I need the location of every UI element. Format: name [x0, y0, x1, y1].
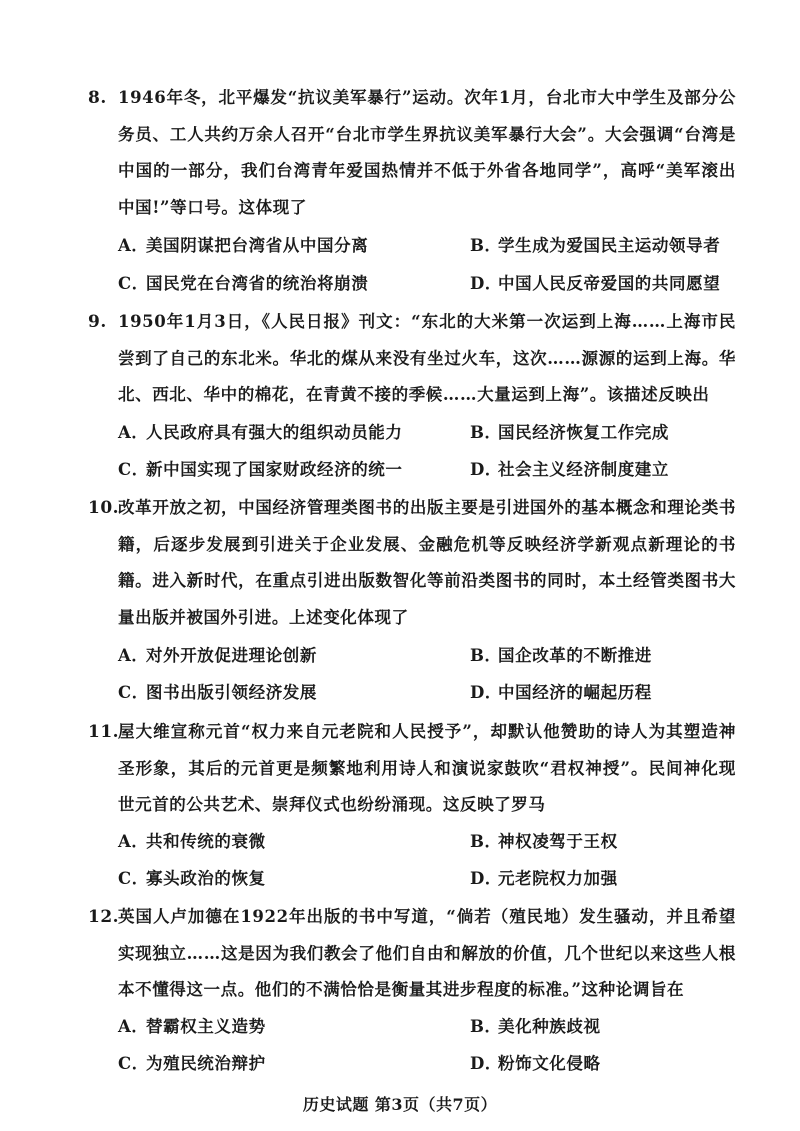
option-a: A．共和传统的衰微	[118, 832, 266, 851]
option-c: C．图书出版引领经济发展	[118, 683, 317, 702]
question-stem: 1950年1月3日，《人民日报》刊文：“东北的大米第一次运到上海……上海市民尝到了自己的东北米。华北的煤从来没有坐过火车，这次……源源的运到上海。华北、西北、华中的棉花，在青黄不接的季候……大量运到上海”。该描述反映出	[118, 312, 736, 404]
option-a: A．替霸权主义造势	[118, 1017, 266, 1036]
option-d: D．社会主义经济制度建立	[470, 460, 669, 479]
option-c: C．国民党在台湾省的统治将崩溃	[118, 274, 369, 293]
option-c: C．寡头政治的恢复	[118, 869, 266, 888]
page-footer: 历史试题 第3页（共7页）	[302, 1095, 498, 1114]
option-a: A．对外开放促进理论创新	[118, 646, 317, 665]
option-a: A．美国阴谋把台湾省从中国分离	[118, 236, 369, 255]
option-d: D．中国经济的崛起历程	[470, 683, 652, 702]
option-b: B．神权凌驾于王权	[470, 832, 618, 851]
option-b: B．美化种族歧视	[470, 1017, 601, 1036]
option-b: B．国民经济恢复工作完成	[470, 423, 669, 442]
option-b: B．学生成为爱国民主运动领导者	[470, 236, 721, 255]
question-number: 8.	[88, 88, 107, 108]
option-d: D．粉饰文化侵略	[470, 1054, 601, 1073]
option-d: D．元老院权力加强	[470, 869, 618, 888]
question-stem: 改革开放之初，中国经济管理类图书的出版主要是引进国外的基本概念和理论类书籍，后逐步发展到引进关于企业发展、金融危机等反映经济学新观点新理论的书籍。进入新时代，在重点引进出版数智化等前沿类图书的同时，本土经管类图书大量出版并被国外引进。上述变化体现了	[118, 498, 736, 627]
question-stem: 屋大维宣称元首“权力来自元老院和人民授予”，却默认他赞助的诗人为其塑造神圣形象，其后的元首更是频繁地利用诗人和演说家鼓吹“君权神授”。民间神化现世元首的公共艺术、崇拜仪式也纷纷涌现。这反映了罗马	[118, 722, 736, 814]
option-c: C．新中国实现了国家财政经济的统一	[118, 460, 403, 479]
option-c: C．为殖民统治辩护	[118, 1054, 266, 1073]
question-stem: 英国人卢加德在1922年出版的书中写道，“倘若（殖民地）发生骚动，并且希望实现独立……这是因为我们教会了他们自由和解放的价值，几个世纪以来这些人根本不懂得这一点。他们的不满恰恰是衡量其进步程度的标准。”这种论调旨在	[118, 907, 736, 999]
option-a: A．人民政府具有强大的组织动员能力	[118, 423, 403, 442]
question-number: 10.	[88, 498, 120, 518]
option-b: B．国企改革的不断推进	[470, 646, 652, 665]
option-d: D．中国人民反帝爱国的共同愿望	[470, 274, 721, 293]
question-number: 12.	[88, 907, 120, 927]
question-number: 9.	[88, 312, 107, 332]
question-number: 11.	[88, 722, 120, 742]
question-stem: 1946年冬，北平爆发“抗议美军暴行”运动。次年1月，台北市大中学生及部分公务员、工人共约万余人召开“台北市学生界抗议美军暴行大会”。大会强调“台湾是中国的一部分，我们台湾青年爱国热情并不低于外省各地同学”，高呼“美军滚出中国!”等口号。这体现了	[118, 88, 736, 217]
